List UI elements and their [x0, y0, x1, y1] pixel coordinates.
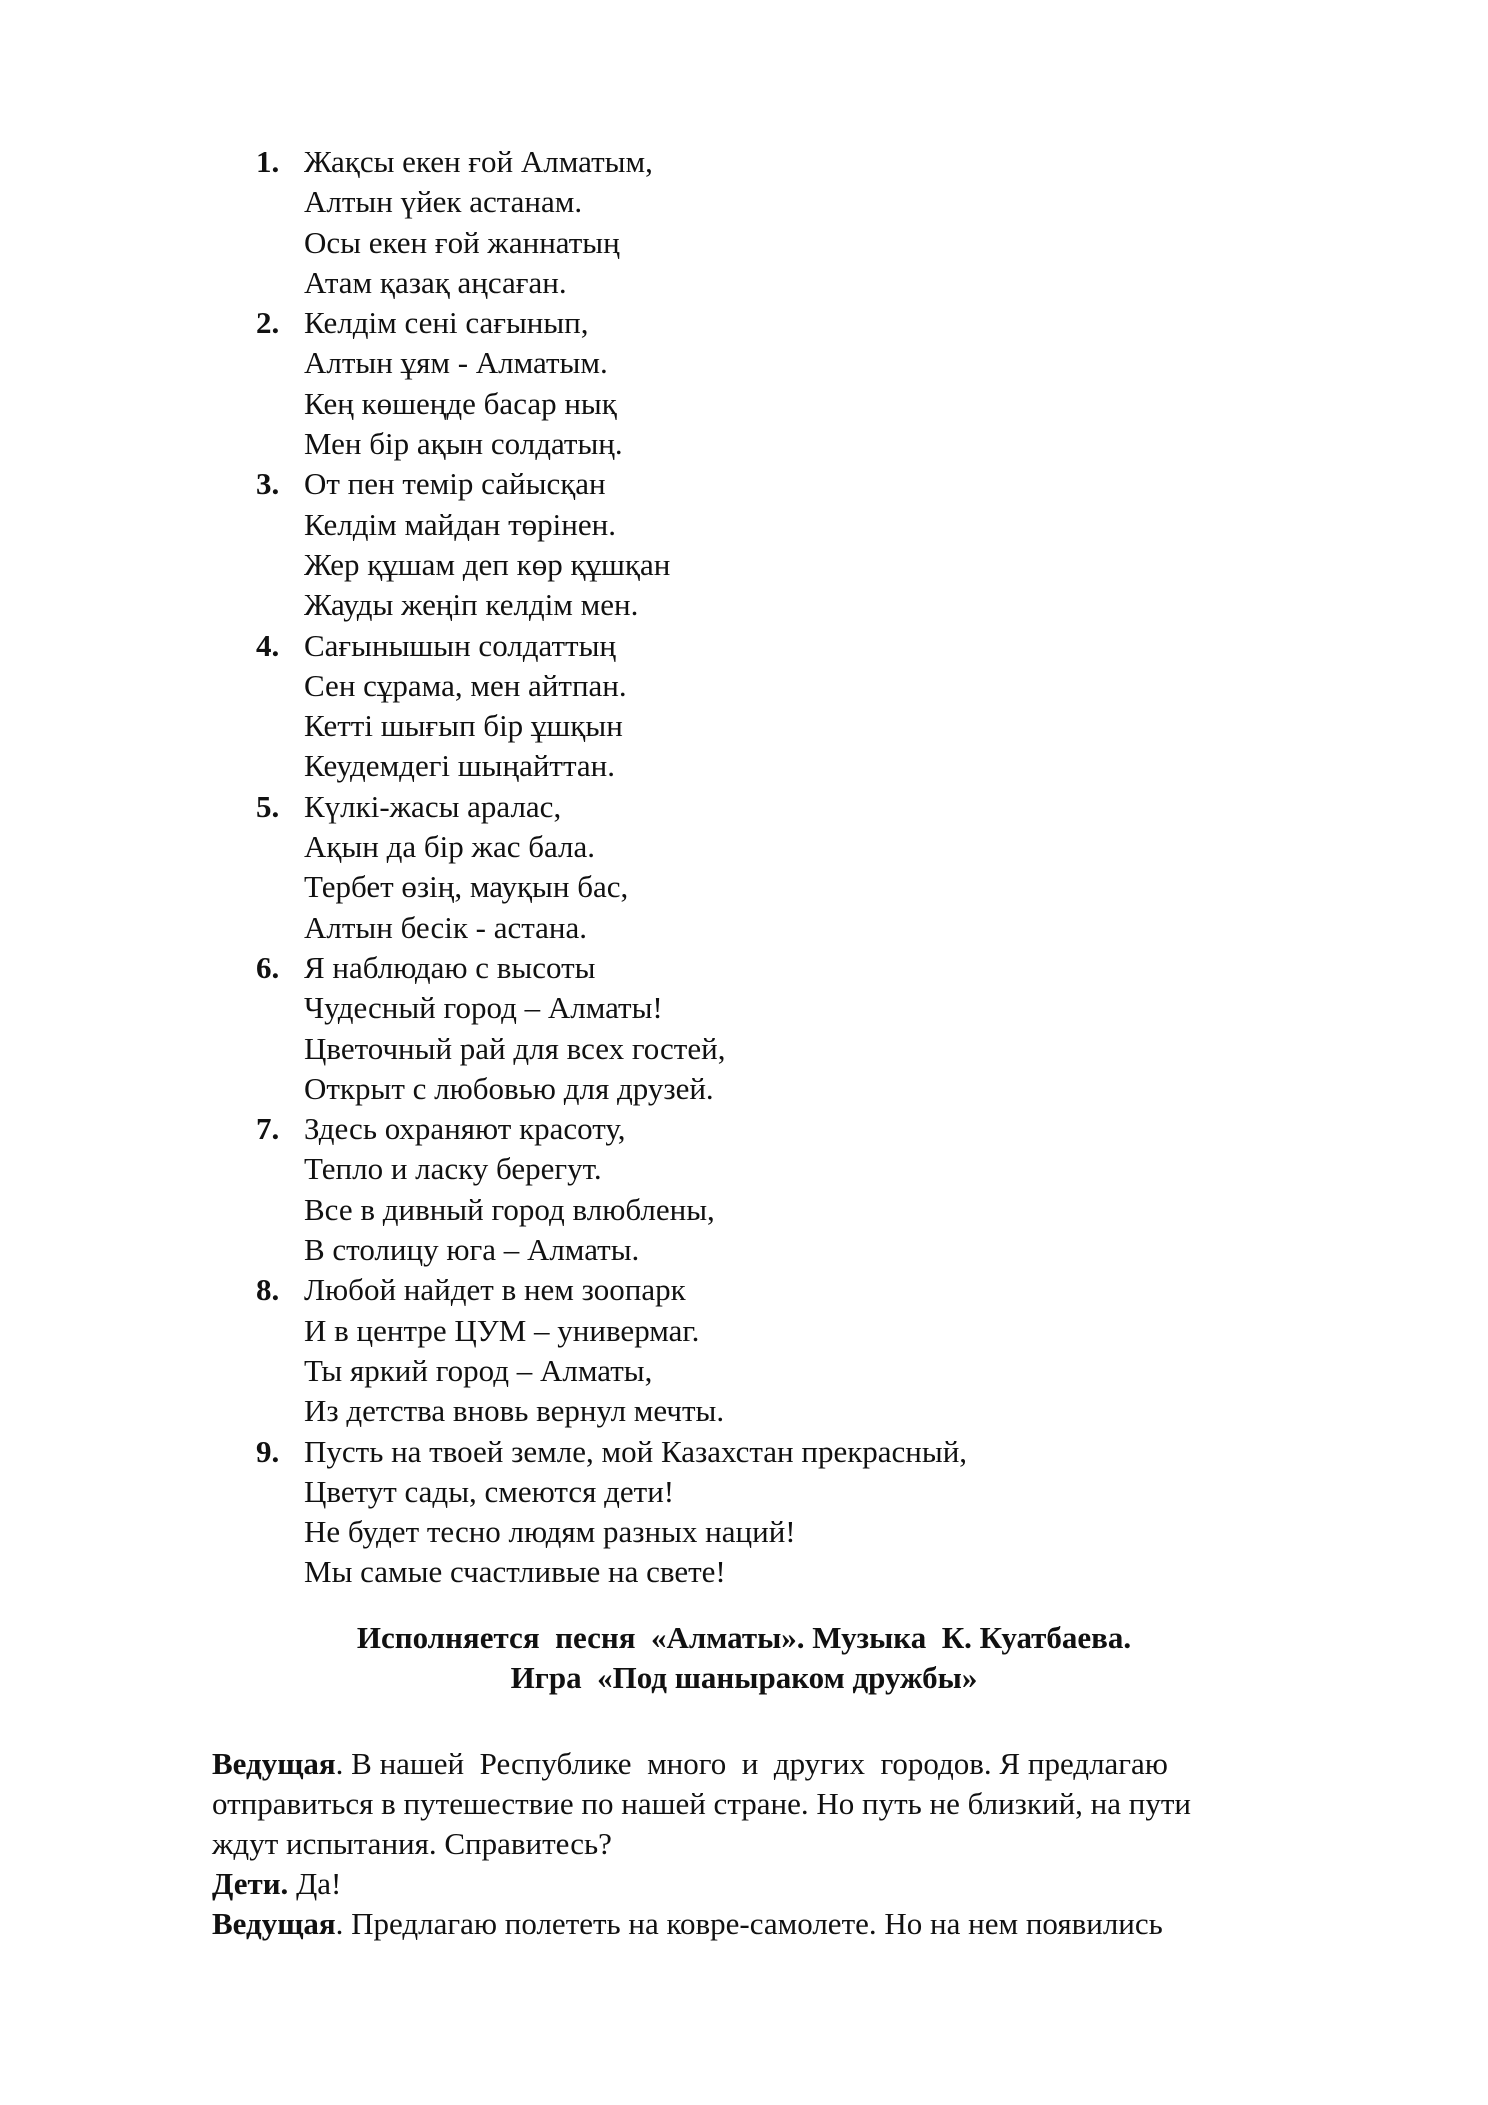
verse-line: Келдім сені сағынып,: [304, 305, 589, 341]
verse-line: Мы самые счастливые на свете!: [304, 1554, 726, 1590]
verse-number: 7.: [256, 1111, 280, 1147]
verse-3: [256, 464, 1256, 625]
verse-line: Атам қазақ аңсаған.: [304, 264, 567, 300]
verse-line: Открыт с любовью для друзей.: [304, 1070, 714, 1106]
verse-line: Не будет тесно людям разных наций!: [304, 1514, 796, 1550]
verse-1: [256, 142, 1256, 303]
verse-number: 1.: [256, 144, 280, 179]
verse-line: Ақын да бір жас бала.: [304, 829, 596, 865]
speaker-label: Ведущая: [212, 1746, 336, 1781]
verse-line: Кең көшеңде басар нық: [304, 385, 617, 421]
verse-line: И в центре ЦУМ – универмаг.: [304, 1312, 700, 1348]
speech-text: . Предлагаю полететь на ковре-самолете. Но на нем появились: [335, 1906, 1163, 1941]
verse-line: Из детства вновь вернул мечты.: [304, 1393, 725, 1429]
verse-line: Цветочный рай для всех гостей,: [304, 1030, 726, 1066]
verse-line: Сен сұрама, мен айтпан.: [304, 667, 627, 703]
verse-line: Алтын ұям - Алматым.: [304, 345, 608, 381]
verse-line: От пен темір сайысқан: [304, 466, 606, 502]
verse-line: Цветут сады, смеются дети!: [304, 1473, 675, 1509]
verse-line: Ты яркий город – Алматы,: [304, 1352, 653, 1388]
game-heading: Игра «Под шаныраком дружбы»: [510, 1660, 978, 1695]
verse-line: Жауды жеңіп келдім мен.: [304, 587, 639, 623]
verse-number: 4.: [256, 627, 280, 663]
speech-text: Да!: [288, 1866, 342, 1901]
verse-line: Тепло и ласку берегут.: [304, 1151, 602, 1187]
verse-number: 3.: [256, 466, 280, 502]
verse-9: [256, 1432, 1256, 1593]
verse-line: Кеудемдегі шыңайттан.: [304, 748, 615, 784]
verse-line: Любой найдет в нем зоопарк: [304, 1272, 686, 1308]
speech-text: . В нашей Республике много и других городов. Я предлагаю: [335, 1746, 1168, 1781]
verse-2: [256, 303, 1256, 464]
verse-line: Все в дивный город влюблены,: [304, 1191, 715, 1227]
verse-line: Тербет өзің, мауқын бас,: [304, 869, 629, 905]
verse-7: [256, 1109, 1256, 1270]
dialogue: [212, 1744, 1332, 1944]
verse-5: [256, 787, 1256, 948]
verse-number: 8.: [256, 1272, 280, 1308]
verse-6: [256, 948, 1256, 1109]
verse-line: Жақсы екен ғой Алматым,: [304, 144, 653, 179]
song-heading: Исполняется песня «Алматы». Музыка К. Куатбаева.: [356, 1620, 1132, 1655]
verse-line: Пусть на твоей земле, мой Казахстан прекрасный,: [304, 1433, 968, 1469]
verse-number: 6.: [256, 949, 280, 985]
verse-line: Күлкі-жасы аралас,: [304, 788, 562, 824]
dialogue-line: [212, 1904, 1332, 1944]
verse-line: Жер құшам деп көр құшқан: [304, 546, 671, 582]
verse-line: Алтын үйек астанам.: [304, 184, 583, 220]
dialogue-line: ждут испытания. Справитесь?: [212, 1826, 612, 1861]
speaker-label: Ведущая: [212, 1906, 336, 1941]
verse-line: Сағынышын солдаттың: [304, 627, 616, 663]
verse-number: 2.: [256, 305, 280, 341]
verse-line: Осы екен ғой жаннатың: [304, 224, 620, 260]
verse-line: Здесь охраняют красоту,: [304, 1111, 626, 1147]
verse-line: Мен бір ақын солдатың.: [304, 426, 623, 462]
verse-line: Я наблюдаю с высоты: [304, 949, 596, 985]
verse-number: 5.: [256, 788, 280, 824]
verse-4: [256, 626, 1256, 787]
dialogue-line: отправиться в путешествие по нашей стране. Но путь не близкий, на пути: [212, 1786, 1191, 1821]
dialogue-line: [212, 1744, 1332, 1784]
verse-line: Кетті шығып бір ұшқын: [304, 708, 623, 744]
dialogue-line: [212, 1864, 1332, 1904]
speaker-label: Дети.: [212, 1866, 289, 1901]
verse-8: [256, 1270, 1256, 1431]
verse-line: В столицу юга – Алматы.: [304, 1232, 640, 1268]
verse-line: Алтын бесік - астана.: [304, 909, 588, 945]
section-headings: [0, 1618, 1488, 1698]
verse-line: Чудесный город – Алматы!: [304, 990, 663, 1026]
verse-line: Келдім майдан төрінен.: [304, 506, 616, 542]
verse-number: 9.: [256, 1433, 280, 1469]
song-verses: [256, 142, 1256, 1593]
